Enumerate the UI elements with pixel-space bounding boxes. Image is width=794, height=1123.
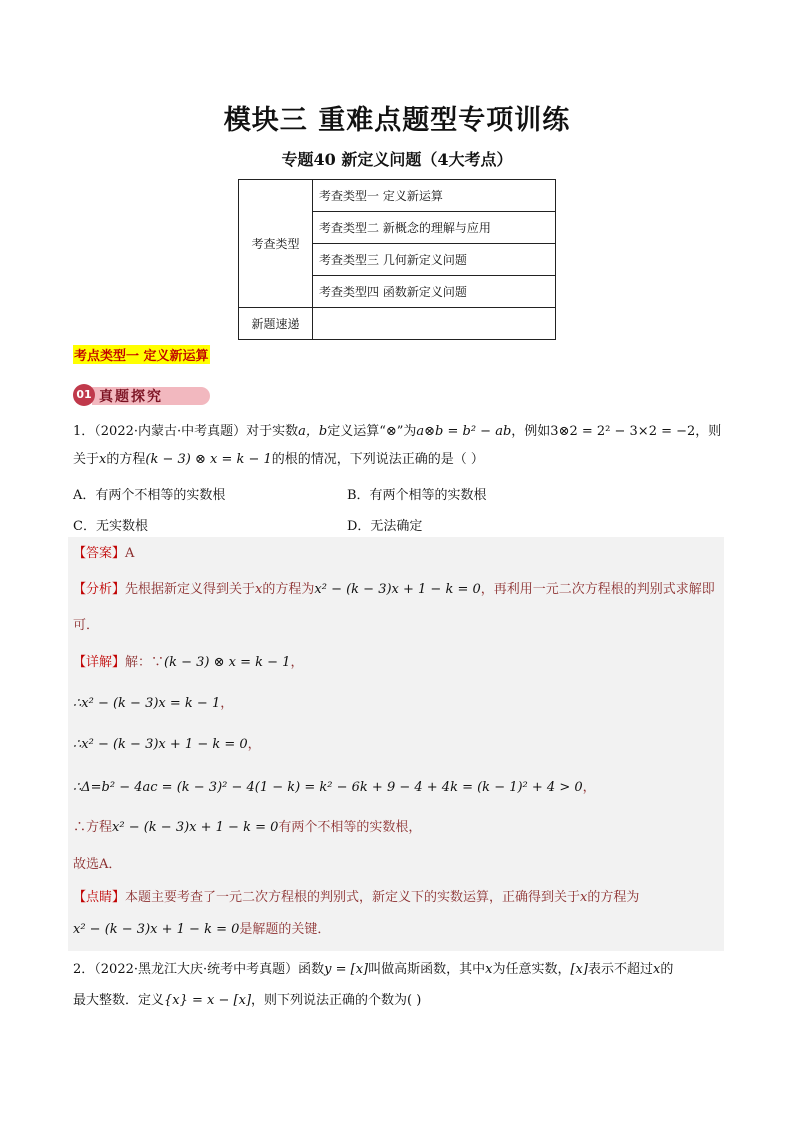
banner-text: 真题探究	[99, 389, 163, 405]
toc-bottom-label: 新题速递	[239, 308, 313, 340]
q2-line-2: 最大整数．定义{x} = x − [x]，则下列说法正确的个数为( )	[73, 993, 422, 1008]
topic-table	[238, 179, 556, 340]
option-a: A．有两个不相等的实数根	[73, 488, 226, 503]
analysis-line-1: 【分析】先根据新定义得到关于x的方程为x² − (k − 3)x + 1 − k = 0，再利用一元二次方程根的判别式求解即	[73, 582, 715, 597]
toc-type-1: 考查类型一 定义新运算	[313, 180, 556, 212]
page-subtitle: 专题40 新定义问题（4大考点）	[281, 150, 513, 169]
section-label: 考点类型一 定义新运算	[73, 345, 210, 364]
step-2: ∴x² − (k − 3)x + 1 − k = 0，	[73, 737, 261, 752]
toc-type-2: 考查类型二 新概念的理解与应用	[313, 212, 556, 244]
toc-type-3: 考查类型三 几何新定义问题	[313, 244, 556, 276]
page-title: 模块三 重难点题型专项训练	[223, 105, 571, 136]
step-4: ∴方程x² − (k − 3)x + 1 − k = 0有两个不相等的实数根，	[73, 820, 422, 835]
banner-number: 01	[73, 384, 95, 406]
toc-bottom-value	[313, 308, 556, 340]
answer-line: 【答案】A	[73, 546, 135, 561]
option-d: D．无法确定	[347, 519, 423, 534]
comment-line-1: 【点睛】本题主要考查了一元二次方程根的判别式，新定义下的实数运算，正确得到关于x的方程为	[73, 890, 640, 905]
choose-line: 故选A．	[73, 857, 122, 872]
option-c: C．无实数根	[73, 519, 148, 534]
toc-left-label: 考查类型	[239, 180, 313, 308]
detail-line: 【详解】解：∵(k − 3) ⊗ x = k − 1，	[73, 655, 304, 670]
step-3: ∴Δ=b² − 4ac = (k − 3)² − 4(1 − k) = k² − 6k + 9 − 4 + 4k = (k − 1)² + 4 > 0，	[73, 780, 596, 795]
q2-line-1: 2．（2022·黑龙江大庆·统考中考真题）函数y = [x]叫做高斯函数，其中x为任意实数，[x]表示不超过x的	[73, 962, 674, 977]
comment-line-2: x² − (k − 3)x + 1 − k = 0是解题的关键．	[73, 922, 331, 937]
q1-line-2: 关于x的方程(k − 3) ⊗ x = k − 1的根的情况，下列说法正确的是（ ）	[73, 452, 484, 467]
step-1: ∴x² − (k − 3)x = k − 1，	[73, 696, 234, 711]
option-b: B．有两个相等的实数根	[347, 488, 487, 503]
analysis-line-2: 可．	[73, 618, 100, 633]
q1-line-1: 1．（2022·内蒙古·中考真题）对于实数a，b定义运算“⊗”为a⊗b = b² − ab，例如3⊗2 = 2² − 3×2 = −2，则	[73, 424, 722, 439]
toc-type-4: 考查类型四 函数新定义问题	[313, 276, 556, 308]
